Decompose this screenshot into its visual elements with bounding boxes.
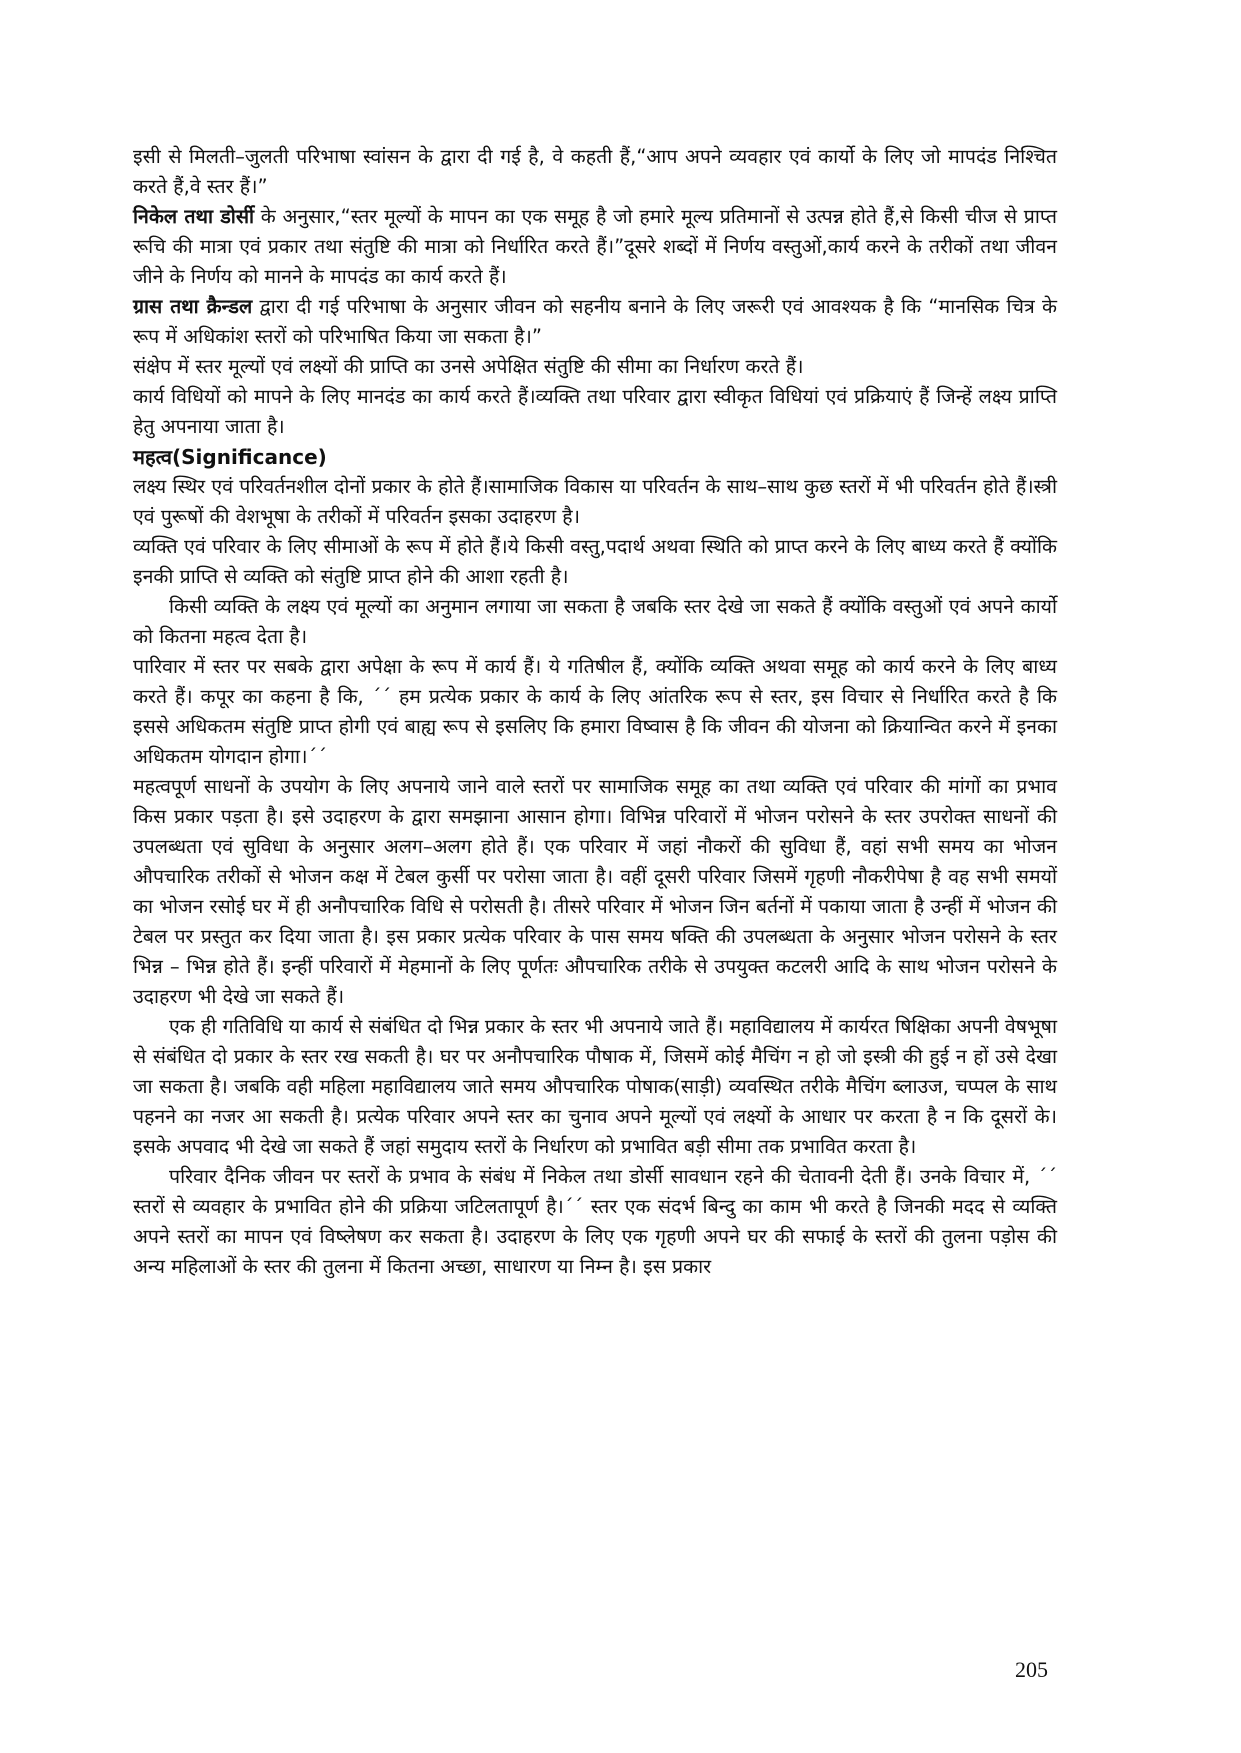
section-heading: महत्व(Significance) [133, 445, 327, 469]
paragraph-swanson-definition: इसी से मिलती–जुलती परिभाषा स्वांसन के द्वारा दी गई है, वे कहती हैं,“आप अपने व्यवहार एवं कार्यो के लिए जो मापदंड निश्चित करते हैं,वे स्तर हैं।” [133, 145, 1057, 198]
document-page [133, 142, 1057, 1282]
paragraph-limits: व्यक्ति एवं परिवार के लिए सीमाओं के रूप में होते हैं।ये किसी वस्तु,पदार्थ अथवा स्थिति को प्राप्त करने के लिए बाध्य करते हैं क्योंकि इनकी प्राप्ति से व्यक्ति को संतुष्टि प्राप्त होने की आशा रहती है। [133, 535, 1057, 588]
paragraph-estimation: किसी व्यक्ति के लक्ष्य एवं मूल्यों का अनुमान लगाया जा सकता है जबकि स्तर देखे जा सकते हैं क्योंकि वस्तुओं एवं अपने कार्यो को कितना महत्व देता है। [133, 595, 1057, 648]
paragraph-resources: महत्वपूर्ण साधनों के उपयोग के लिए अपनाये जाने वाले स्तरों पर सामाजिक समूह का तथा व्यक्ति एवं परिवार की मांगों का प्रभाव किस प्रकार पड़ता है। इसे उदाहरण के द्वारा समझाना आसान होगा। विभिन्न परिवारों में भोजन परोसने के स्तर उपरोक्त साधनों की उपलब्धता एवं सुविधा के अनुसार अलग–अलग होते हैं। एक परिवार में जहां नौकरों की सुविधा हैं, वहां सभी समय का भोजन औपचारिक तरीकों से भोजन कक्ष में टेबल कुर्सी पर परोसा जाता है। वहीं दूसरी परिवार जिसमें गृहणी नौकरीपेषा है वह सभी समयों का भोजन रसोई घर में ही अनौपचारिक विधि से परोसती है। तीसरे परिवार में भोजन जिन बर्तनों में पकाया जाता है उन्हीं में भोजन की टेबल पर प्रस्तुत कर दिया जाता है। इस प्रकार प्रत्येक परिवार के पास समय षक्ति की उपलब्धता के अनुसार भोजन परोसने के स्तर भिन्न – भिन्न होते हैं। इन्हीं परिवारों में मेहमानों के लिए पूर्णतः औपचारिक तरीके से उपयुक्त कटलरी आदि के साथ भोजन परोसने के उदाहरण भी देखे जा सकते हैं। [133, 775, 1057, 1008]
paragraph-text: द्वारा दी गई परिभाषा के अनुसार जीवन को सहनीय बनाने के लिए जरूरी एवं आवश्यक है कि “मानसिक चित्र के रूप में अधिकांश स्तरों को परिभाषित किया जा सकता है।” [133, 295, 1057, 348]
bold-term-gross-crandall: ग्रास तथा क्रैन्डल [133, 295, 253, 318]
paragraph-work-methods: कार्य विधियों को मापने के लिए मानदंड का कार्य करते हैं।व्यक्ति तथा परिवार द्वारा स्वीकृत विधियां एवं प्रक्रियाएं हैं जिन्हें लक्ष्य प्राप्ति हेतु अपनाया जाता है। [133, 385, 1057, 438]
paragraph-daily-life: परिवार दैनिक जीवन पर स्तरों के प्रभाव के संबंध में निकेल तथा डोर्सी सावधान रहने की चेतावनी देती हैं। उनके विचार में, ´´ स्तरों से व्यवहार के प्रभावित होने की प्रक्रिया जटिलतापूर्ण है।´´ स्तर एक संदर्भ बिन्दु का काम भी करते है जिनकी मदद से व्यक्ति अपने स्तरों का मापन एवं विष्लेषण कर सकता है। उदाहरण के लिए एक गृहणी अपने घर की सफाई के स्तरों की तुलना पड़ोस की अन्य महिलाओं के स्तर की तुलना में कितना अच्छा, साधारण या निम्न है। इस प्रकार [133, 1165, 1057, 1278]
bold-term-nickell-dorsey: निकेल तथा डोर्सी [133, 205, 255, 228]
paragraph-kapoor: पारिवार में स्तर पर सबके द्वारा अपेक्षा के रूप में कार्य हैं। ये गतिषील हैं, क्योंकि व्यक्ति अथवा समूह को कार्य करने के लिए बाध्य करते हैं। कपूर का कहना है कि, ´´ हम प्रत्येक प्रकार के कार्य के लिए आंतरिक रूप से स्तर, इस विचार से निर्धारित करते है कि इससे अधिकतम संतुष्टि प्राप्त होगी एवं बाह्य रूप से इसलिए कि हमारा विष्वास है कि जीवन की योजना को क्रियान्वित करने में इनका अधिकतम योगदान होगा।´´ [133, 655, 1057, 768]
paragraph-nickell-dorsey [133, 202, 1057, 292]
paragraph-text: के अनुसार,“स्तर मूल्यों के मापन का एक समूह है जो हमारे मूल्य प्रतिमानों से उत्पन्न होते हैं,से किसी चीज से प्राप्त रूचि की मात्रा एवं प्रकार तथा संतुष्टि की मात्रा को निर्धारित करते हैं।”दूसरे शब्दों में निर्णय वस्तुओं,कार्य करने के तरीकों तथा जीवन जीने के निर्णय को मानने के मापदंड का कार्य करते हैं। [133, 205, 1057, 288]
paragraph-summary: संक्षेप में स्तर मूल्यों एवं लक्ष्यों की प्राप्ति का उनसे अपेक्षित संतुष्टि की सीमा का निर्धारण करते हैं। [133, 355, 804, 378]
paragraph-activity: एक ही गतिविधि या कार्य से संबंधित दो भिन्न प्रकार के स्तर भी अपनाये जाते हैं। महाविद्यालय में कार्यरत षिक्षिका अपनी वेषभूषा से संबंधित दो प्रकार के स्तर रख सकती है। घर पर अनौपचारिक पौषाक में, जिसमें कोई मैचिंग न हो जो इस्त्री की हुई न हों उसे देखा जा सकता है। जबकि वही महिला महाविद्यालय जाते समय औपचारिक पोषाक(साड़ी) व्यवस्थित तरीके मैचिंग ब्लाउज, चप्पल के साथ पहनने का नजर आ सकती है। प्रत्येक परिवार अपने स्तर का चुनाव अपने मूल्यों एवं लक्ष्यों के आधार पर करता है न कि दूसरों के। इसके अपवाद भी देखे जा सकते हैं जहां समुदाय स्तरों के निर्धारण को प्रभावित बड़ी सीमा तक प्रभावित करता है। [133, 1015, 1057, 1158]
page-number: 205 [1015, 1657, 1048, 1682]
paragraph-goals: लक्ष्य स्थिर एवं परिवर्तनशील दोनों प्रकार के होते हैं।सामाजिक विकास या परिवर्तन के साथ–साथ कुछ स्तरों में भी परिवर्तन होते हैं।स्त्री एवं पुरूषों की वेशभूषा के तरीकों में परिवर्तन इसका उदाहरण है। [133, 475, 1057, 528]
paragraph-gross-crandall [133, 292, 1057, 352]
